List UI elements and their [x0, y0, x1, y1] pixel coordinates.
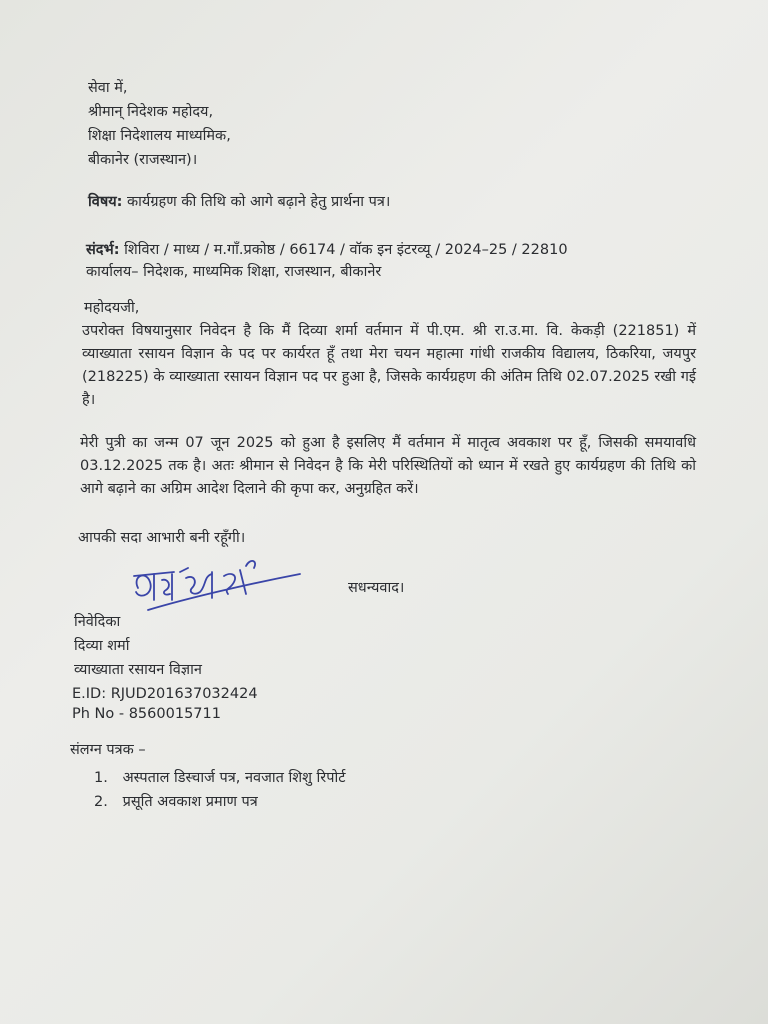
- subject-text: कार्यग्रहण की तिथि को आगे बढ़ाने हेतु प्रार्थना पत्र।: [127, 194, 391, 210]
- attachment-item-1: [94, 768, 346, 788]
- attachments-label: संलग्न पत्रक –: [70, 742, 146, 758]
- reference-line-2: कार्यालय– निदेशक, माध्यमिक शिक्षा, राजस्थान, बीकानेर: [86, 264, 382, 280]
- reference-line: [86, 240, 568, 260]
- closing-line: आपकी सदा आभारी बनी रहूँगी।: [78, 530, 246, 546]
- signature-text: दिव्या शर्मा: [128, 548, 132, 549]
- reference-label: संदर्भ:: [86, 242, 120, 258]
- attachment-number: 2.: [94, 794, 108, 810]
- recipient-line-3: शिक्षा निदेशालय माध्यमिक,: [88, 128, 231, 144]
- thanks-line: सधन्यवाद।: [348, 580, 405, 596]
- subject-line: [88, 192, 390, 212]
- salutation: महोदयजी,: [84, 300, 140, 316]
- signature-image: [128, 548, 308, 618]
- recipient-line-4: बीकानेर (राजस्थान)।: [88, 152, 198, 168]
- reference-text: शिविरा / माध्य / म.गाँ.प्रकोष्ठ / 66174 / वॉक इन इंटरव्यू / 2024–25 / 22810: [124, 242, 568, 258]
- recipient-line-2: श्रीमान् निदेशक महोदय,: [88, 104, 214, 120]
- attachment-number: 1.: [94, 770, 108, 786]
- sender-name: दिव्या शर्मा: [74, 638, 130, 654]
- sender-label: निवेदिका: [74, 614, 121, 630]
- subject-label: विषय:: [88, 194, 123, 210]
- body-paragraph-2: मेरी पुत्री का जन्म 07 जून 2025 को हुआ है इसलिए मैं वर्तमान में मातृत्व अवकाश पर हूँ, जिसकी समयावधि 03.12.2025 तक है। अतः श्रीमान से निवेदन है कि मेरी परिस्थितियों को ध्यान में रखते हुए कार्यग्रहण की तिथि को आगे बढ़ाने का अग्रिम आदेश दिलाने की कृपा कर, अनुग्रहित करें।: [80, 435, 696, 497]
- recipient-line-1: सेवा में,: [88, 80, 128, 96]
- attachment-text: प्रसूति अवकाश प्रमाण पत्र: [122, 794, 258, 810]
- sender-eid: E.ID: RJUD201637032424: [72, 686, 258, 702]
- sender-designation: व्याख्याता रसायन विज्ञान: [74, 662, 202, 678]
- attachment-item-2: [94, 792, 258, 812]
- sender-phone: Ph No - 8560015711: [72, 706, 221, 722]
- attachment-text: अस्पताल डिस्चार्ज पत्र, नवजात शिशु रिपोर्ट: [122, 770, 346, 786]
- body-paragraph-1: उपरोक्त विषयानुसार निवेदन है कि मैं दिव्या शर्मा वर्तमान में पी.एम. श्री रा.उ.मा. वि. केकड़ी (221851) में व्याख्याता रसायन विज्ञान के पद पर कार्यरत हूँ तथा मेरा चयन महात्मा गांधी राजकीय विद्यालय, ठिकरिया, जयपुर (218225) के व्याख्याता रसायन विज्ञान पद पर हुआ है, जिसके कार्यग्रहण की अंतिम तिथि 02.07.2025 रखी गई है।: [82, 323, 696, 408]
